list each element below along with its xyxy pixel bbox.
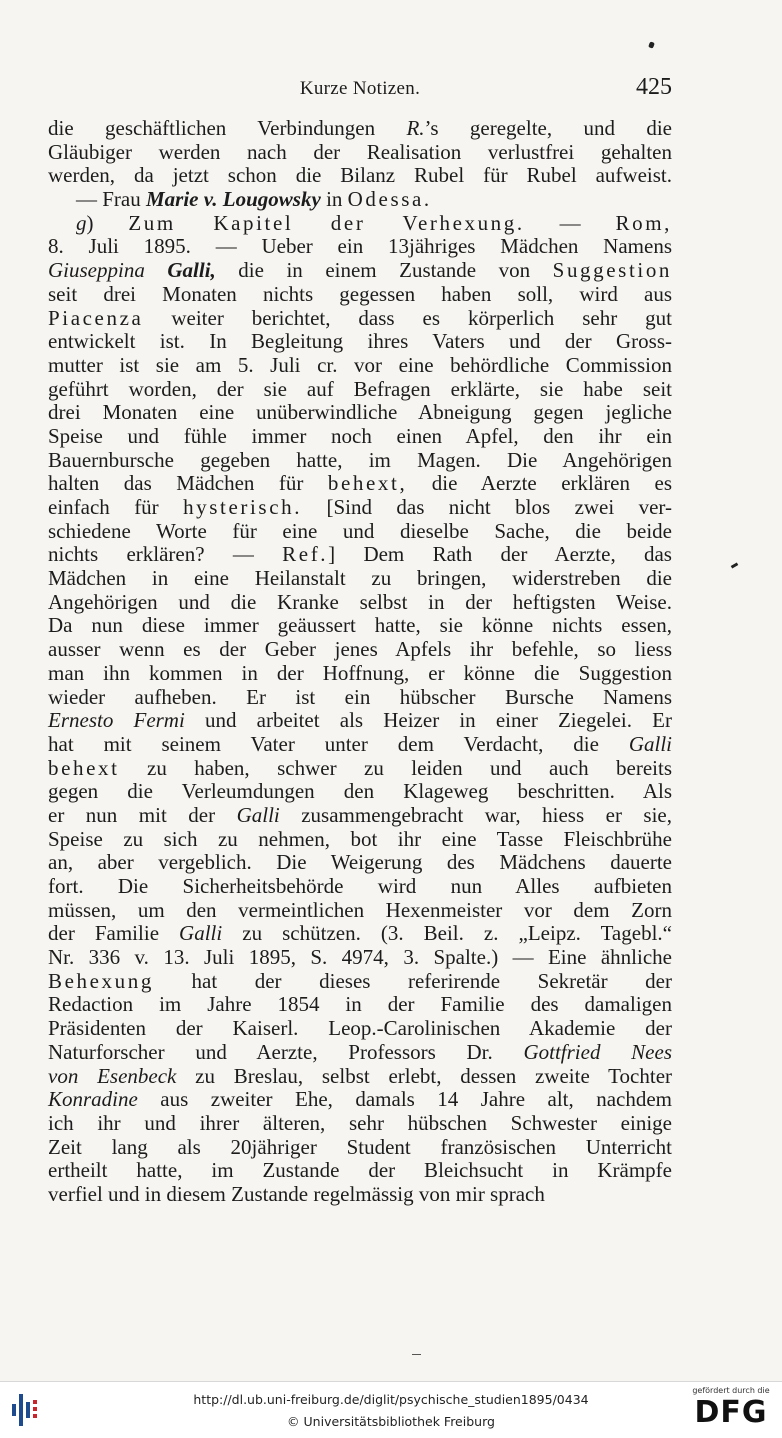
text-run: fort. Die Sicherheitsbehörde wird nun Alles aufbieten <box>48 874 672 898</box>
text-line <box>48 164 672 188</box>
text-line <box>48 709 672 733</box>
text-line <box>48 117 672 141</box>
text-run: [Sind das nicht blos zwei ver- <box>302 495 672 519</box>
text-run: ’s geregelte, und die <box>424 116 673 140</box>
body-text <box>48 117 672 1207</box>
text-run: Marie v. Lougowsky <box>146 187 321 212</box>
text-line <box>48 401 672 425</box>
text-run: Konradine <box>48 1087 138 1112</box>
text-line <box>48 1017 672 1041</box>
text-run: halten das Mädchen für <box>48 471 328 496</box>
text-line <box>48 472 672 496</box>
running-title: Kurze Notizen. <box>299 78 421 99</box>
text-run: Zum Kapitel der Verhexung. <box>128 210 525 235</box>
page-number: 425 <box>636 74 672 100</box>
text-run: und arbeitet als Heizer in einer Ziegelei. Er <box>184 708 672 733</box>
text-line <box>48 875 672 899</box>
text-run: zu Breslau, selbst erlebt, dessen zweite Tochter <box>176 1063 673 1088</box>
text-line <box>48 425 672 449</box>
text-run: Odessa. <box>347 187 432 212</box>
text-line <box>48 922 672 946</box>
text-run: zu schützen. (3. Beil. z. „Leipz. Tagebl.“ <box>222 921 672 946</box>
text-run: Galli <box>236 802 280 827</box>
text-run: Speise zu sich zu nehmen, bot ihr eine Tasse Fleischbrühe <box>48 826 672 851</box>
text-line <box>48 1041 672 1065</box>
text-line <box>48 1088 672 1112</box>
text-run: Galli <box>628 731 672 756</box>
text-run: von Esenbeck <box>48 1063 177 1088</box>
dfg-wordmark: DFG <box>694 1395 768 1430</box>
text-line <box>48 188 672 212</box>
text-run: hysterisch. <box>183 495 303 519</box>
text-line <box>48 970 672 994</box>
text-line <box>48 1136 672 1160</box>
text-run: behext <box>48 755 120 780</box>
text-run: Piacenza <box>48 305 144 330</box>
text-run: 8. Juli 1895. — Ueber ein 13jähriges Mädchen Namens <box>48 234 672 259</box>
copyright-notice: © Universitätsbibliothek Freiburg <box>287 1414 495 1429</box>
text-line <box>48 449 672 473</box>
text-run: Gottfried Nees <box>523 1039 672 1064</box>
text-run: ausser wenn es der Geber jenes Apfels ihr befehle, so liess <box>48 637 672 662</box>
print-speck <box>648 41 655 48</box>
text-line <box>48 780 672 804</box>
text-run: Suggestion <box>552 258 673 283</box>
text-run: müssen, um den vermeintlichen Hexenmeister vor dem Zorn <box>48 897 672 922</box>
text-run: gegen die Verleumdungen den Klageweg beschritten. Als <box>48 779 672 804</box>
text-run: hat der dieses referirende Sekretär der <box>153 968 672 993</box>
text-run: Zeit lang als 20jähriger Student französischen Unterricht <box>48 1134 672 1159</box>
text-run: mutter ist sie am 5. Juli cr. vor eine behördliche Commission <box>48 352 672 377</box>
running-head <box>48 74 672 104</box>
text-run: nichts erklären? — <box>48 542 283 567</box>
text-run: geführt worden, der sie auf Befragen erklärte, sie habe seit <box>48 376 672 401</box>
text-line <box>48 757 672 781</box>
text-line <box>48 804 672 828</box>
text-line <box>48 1065 672 1089</box>
text-run: schiedene Worte für eine und dieselbe Sache, die beide <box>48 518 672 543</box>
text-run: R. <box>406 116 425 140</box>
text-run: einfach für <box>48 495 184 519</box>
text-line <box>48 828 672 852</box>
text-line <box>48 686 672 710</box>
text-run: Behexung <box>48 968 154 993</box>
text-run: aus zweiter Ehe, damals 14 Jahre alt, nachdem <box>137 1087 672 1112</box>
text-run: Redaction im Jahre 1854 in der Familie des damaligen <box>48 992 672 1017</box>
text-run: drei Monaten eine unüberwindliche Abneigung gegen jegliche <box>48 400 672 425</box>
text-line <box>48 496 672 520</box>
text-line <box>48 638 672 662</box>
text-run: Galli <box>179 921 223 946</box>
text-run: ] Dem Rath der Aerzte, das <box>328 542 672 567</box>
text-run: die in einem Zustande von <box>215 258 553 283</box>
text-run: die geschäftlichen Verbindungen <box>48 116 407 140</box>
text-run: behext, <box>327 471 408 496</box>
text-run: werden, da jetzt schon die Bilanz Rubel für Rubel aufweist. <box>48 163 672 188</box>
text-run: ich ihr und ihrer älteren, sehr hübschen Schwester einige <box>48 1110 672 1135</box>
text-run: Da nun diese immer geäussert hatte, sie könne nichts essen, <box>48 613 672 638</box>
text-run: an, aber vergeblich. Die Weigerung des Mädchens dauerte <box>48 850 672 875</box>
print-speck <box>412 1354 421 1355</box>
text-run: Galli, <box>167 258 216 283</box>
text-run: Rom, <box>615 210 673 235</box>
text-run: seit drei Monaten nichts gegessen haben soll, wird aus <box>48 281 672 306</box>
text-run: Gläubiger werden nach der Realisation verlustfrei gehalten <box>48 139 672 164</box>
text-line <box>48 354 672 378</box>
text-run: Bauernbursche gegeben hatte, im Magen. Die Angehörigen <box>48 447 672 472</box>
text-run: Ref. <box>282 542 329 567</box>
text-line <box>48 378 672 402</box>
text-run: Nr. 336 v. 13. Juli 1895, S. 4974, 3. Spalte.) — Eine ähnliche <box>48 945 672 970</box>
text-run: der Familie <box>48 921 180 946</box>
text-line <box>48 141 672 165</box>
text-line <box>48 567 672 591</box>
text-run: Mädchen in eine Heilanstalt zu bringen, widerstreben die <box>48 566 672 591</box>
text-line <box>48 283 672 307</box>
text-line <box>48 591 672 615</box>
text-run: die Aerzte erklären es <box>407 471 672 496</box>
text-run: verfiel und in diesem Zustande regelmässig von mir sprach <box>48 1181 545 1206</box>
text-line <box>48 851 672 875</box>
text-line <box>48 212 672 236</box>
text-line <box>48 235 672 259</box>
text-line <box>48 1159 672 1183</box>
text-run: hat mit seinem Vater unter dem Verdacht, die <box>48 731 629 756</box>
text-run: er nun mit der <box>48 802 237 827</box>
permalink-url[interactable]: http://dl.ub.uni-freiburg.de/diglit/psychische_studien1895/0434 <box>193 1392 589 1407</box>
text-line <box>48 330 672 354</box>
text-line <box>48 899 672 923</box>
text-line <box>48 307 672 331</box>
text-run: Ernesto Fermi <box>48 708 185 733</box>
text-run: zu haben, schwer zu leiden und auch bereits <box>119 755 672 780</box>
text-run: weiter berichtet, dass es körperlich sehr gut <box>143 305 672 330</box>
text-line <box>48 733 672 757</box>
text-run: Speise und fühle immer noch einen Apfel, den ihr ein <box>48 423 672 448</box>
text-line <box>48 259 672 283</box>
text-line <box>48 993 672 1017</box>
dfg-logo[interactable] <box>690 1386 772 1434</box>
text-run: Naturforscher und Aerzte, Professors Dr. <box>48 1039 524 1064</box>
text-line <box>48 946 672 970</box>
text-run: man ihn kommen in der Hoffnung, er könne die Suggestion <box>48 660 672 685</box>
text-run: Präsidenten der Kaiserl. Leop.-Carolinischen Akademie der <box>48 1016 672 1041</box>
text-run: g <box>76 210 87 235</box>
dfg-caption: gefördert durch die <box>692 1386 770 1395</box>
text-run: ertheilt hatte, im Zustande der Bleichsucht in Krämpfe <box>48 1158 672 1183</box>
text-line <box>48 1183 672 1207</box>
text-run: Angehörigen und die Kranke selbst in der heftigsten Weise. <box>48 589 672 614</box>
print-speck <box>731 562 739 568</box>
text-run: — <box>524 210 616 235</box>
text-line <box>48 520 672 544</box>
text-line <box>48 614 672 638</box>
text-line <box>48 543 672 567</box>
text-run: wieder aufheben. Er ist ein hübscher Bursche Namens <box>48 684 672 709</box>
text-run: — Frau <box>76 187 146 212</box>
text-run: Giuseppina <box>48 258 168 283</box>
text-run: zusammengebracht war, hiess er sie, <box>279 802 673 827</box>
text-line <box>48 662 672 686</box>
text-run: in <box>320 187 348 212</box>
text-run: entwickelt ist. In Begleitung ihres Vaters und der Gross- <box>48 329 672 354</box>
text-run: ) <box>86 210 129 235</box>
viewer-footer <box>0 1381 782 1438</box>
text-line <box>48 1112 672 1136</box>
